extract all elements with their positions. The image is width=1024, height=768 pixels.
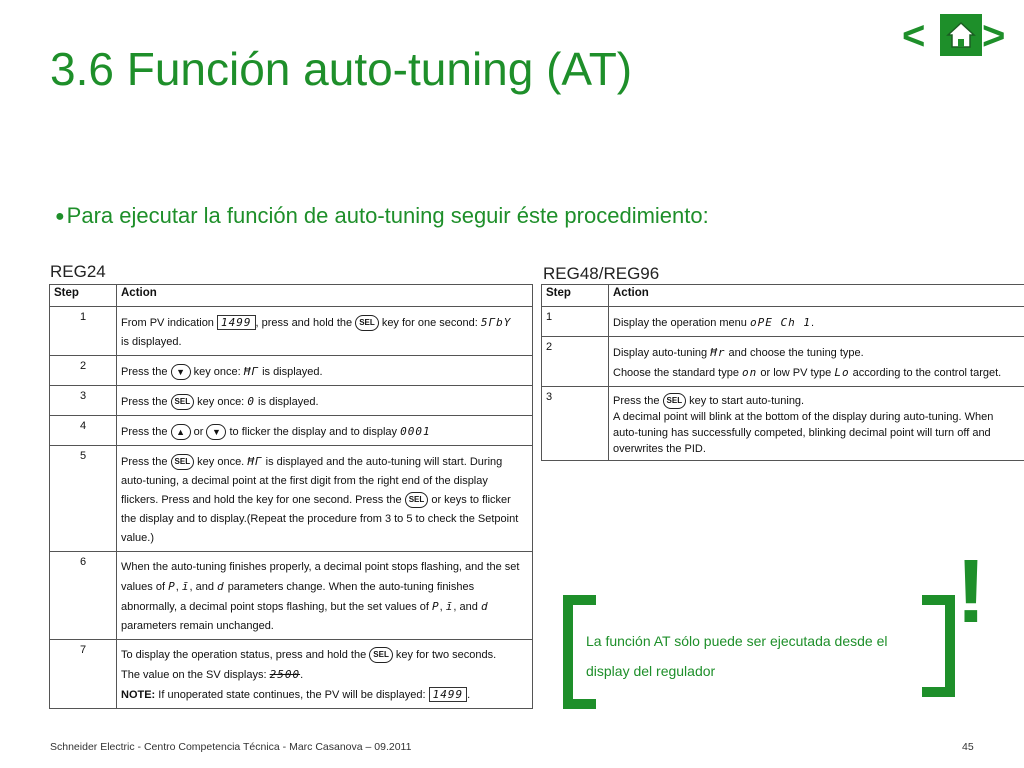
step-header: Step — [50, 285, 117, 307]
action-text: Press the — [121, 396, 168, 408]
separator-text: , and — [189, 581, 214, 593]
step-number: 2 — [50, 356, 117, 386]
action-text: parameters change. When the auto-tuning finishes abnormally, a decimal point stops flashing, but the set values of — [121, 581, 475, 613]
action-text: A decimal point will blink at the bottom of the display during auto-tuning. When auto-tuning has successfully competed, blinking decimal point will turn off and overwrites the PID. — [613, 411, 994, 456]
action-text: Press the — [121, 456, 168, 468]
reg24-table — [49, 284, 533, 709]
step-number: 7 — [50, 640, 117, 709]
reg48-table — [541, 284, 1024, 461]
action-text: Press the — [613, 395, 660, 407]
up-key-icon: ▲ — [171, 424, 191, 440]
action-text: is displayed and the auto-tuning will start. During auto-tuning, a decimal point at the first digit from the right end of the display flickers. Press and hold the key for one second. Press the — [121, 456, 503, 506]
display-code: Ħr — [710, 346, 726, 359]
param-p-code: P — [432, 600, 440, 613]
page-number: 45 — [962, 741, 974, 753]
display-code: 0 — [247, 395, 255, 408]
exclamation-icon: ! — [956, 542, 986, 642]
action-text: is displayed. — [121, 336, 182, 348]
table-header-row — [542, 285, 1024, 307]
step-number: 4 — [50, 416, 117, 446]
footer-text: Schneider Electric - Centro Competencia Técnica - Marc Casanova – 09.2011 — [50, 741, 412, 753]
action-text: is displayed. — [262, 366, 323, 378]
action-cell — [117, 446, 533, 552]
action-text: From PV indication — [121, 317, 214, 329]
action-text: key for two seconds. — [395, 649, 497, 661]
display-code: on — [742, 366, 758, 379]
step-number: 2 — [542, 337, 609, 387]
step-number: 5 — [50, 446, 117, 552]
down-key-icon: ▼ — [206, 424, 226, 440]
action-cell — [117, 356, 533, 386]
action-cell — [117, 552, 533, 640]
table-row — [50, 386, 533, 416]
step-number: 3 — [542, 387, 609, 461]
table-header-row — [50, 285, 533, 307]
action-text: , press and hold the — [255, 317, 353, 329]
action-text: Choose the standard type — [613, 367, 739, 379]
action-cell — [117, 307, 533, 356]
action-text: Display the operation menu — [613, 317, 747, 329]
action-text: Display auto-tuning — [613, 347, 708, 359]
pv-display-value: 1499 — [217, 315, 256, 330]
table-row — [50, 416, 533, 446]
display-code: Lo — [834, 366, 850, 379]
param-d-code: d — [217, 580, 225, 593]
display-code: ĦΓ — [247, 455, 263, 468]
sel-key-icon: SEL — [369, 647, 393, 663]
param-p-code: P — [168, 580, 176, 593]
step-number: 6 — [50, 552, 117, 640]
display-code: ĦΓ — [243, 365, 259, 378]
action-text: Press the — [121, 426, 168, 438]
next-slide-button[interactable]: > — [982, 14, 1006, 58]
action-text: Press the — [121, 366, 168, 378]
action-text: When the auto-tuning finishes properly, a decimal point stops flashing, and the set values of — [121, 561, 520, 593]
step-header: Step — [542, 285, 609, 307]
action-text: The value on the SV displays: — [121, 669, 267, 681]
sv-display-value: 2500 — [269, 668, 301, 681]
sel-key-icon: SEL — [171, 454, 195, 470]
table-row — [50, 356, 533, 386]
home-icon — [940, 14, 982, 56]
action-cell — [609, 337, 1024, 387]
step-number: 1 — [542, 307, 609, 337]
action-cell: Display the operation menu oPE Ch 1. — [609, 307, 1024, 337]
param-i-code: ī — [445, 600, 454, 613]
home-button[interactable] — [940, 14, 982, 56]
action-header: Action — [117, 285, 533, 307]
pv-display-value: 1499 — [429, 687, 468, 702]
action-text: key once: — [197, 396, 245, 408]
action-text: or — [193, 426, 204, 438]
sel-key-icon: SEL — [355, 315, 379, 331]
action-text: If unoperated state continues, the PV will be displayed: — [158, 689, 426, 701]
action-text: and choose the tuning type. — [728, 347, 864, 359]
previous-slide-button[interactable]: < — [902, 14, 926, 58]
sel-key-icon: SEL — [405, 492, 429, 508]
bullet-text: Para ejecutar la función de auto-tuning seguir éste procedimiento: — [66, 203, 709, 228]
display-code: 5ΓbY — [480, 316, 512, 329]
action-text: key for one second: — [381, 317, 478, 329]
table-row — [50, 640, 533, 709]
action-text: or low PV type — [760, 367, 832, 379]
slide-navigation — [902, 14, 1010, 56]
display-code: 0001 — [400, 425, 431, 438]
down-key-icon: ▼ — [171, 364, 191, 380]
note-label: NOTE: — [121, 689, 156, 701]
callout-text: La función AT sólo puede ser ejecutada desde el display del regulador — [586, 633, 888, 679]
action-text: is displayed. — [258, 396, 319, 408]
action-cell: To display the operation status, press and hold the SEL key for two seconds. The value on the SV displays: 2500. NOTE: If unoperated state continues, the PV will be displayed: 1499 . — [117, 640, 533, 709]
sel-key-icon: SEL — [171, 394, 195, 410]
table-row — [542, 307, 1024, 337]
reg24-caption: REG24 — [50, 262, 106, 281]
page-title: 3.6 Función auto-tuning (AT) — [50, 43, 633, 95]
action-text: key once. — [197, 456, 245, 468]
step-number: 1 — [50, 307, 117, 356]
table-row — [542, 337, 1024, 387]
action-text: or keys to flicker the display and to display.(Repeat the procedure from 3 to 5 to check the Setpoint value.) — [121, 494, 519, 544]
table-row — [50, 307, 533, 356]
param-i-code: ī — [181, 580, 190, 593]
action-text: to flicker the display and to display — [229, 426, 398, 438]
table-row — [50, 552, 533, 640]
param-d-code: d — [480, 600, 489, 613]
action-cell — [609, 387, 1024, 461]
action-text: key to start auto-tuning. — [689, 395, 805, 407]
table-row — [50, 446, 533, 552]
separator-text: , — [439, 601, 443, 613]
bullet-point — [55, 203, 709, 229]
action-text: according to the control target. — [852, 367, 1002, 379]
reg48-caption: REG48/REG96 — [543, 264, 660, 283]
separator-text: , — [175, 581, 179, 593]
separator-text: , and — [453, 601, 478, 613]
action-cell — [117, 416, 533, 446]
action-text: key once: — [193, 366, 241, 378]
table-row — [542, 387, 1024, 461]
action-cell — [117, 386, 533, 416]
action-text: parameters remain unchanged. — [121, 620, 274, 632]
action-header: Action — [609, 285, 1024, 307]
display-code: oPE Ch 1 — [749, 316, 811, 329]
action-text: To display the operation status, press and hold the — [121, 649, 367, 661]
step-number: 3 — [50, 386, 117, 416]
sel-key-icon: SEL — [663, 393, 687, 409]
bullet-marker: ● — [55, 208, 65, 225]
